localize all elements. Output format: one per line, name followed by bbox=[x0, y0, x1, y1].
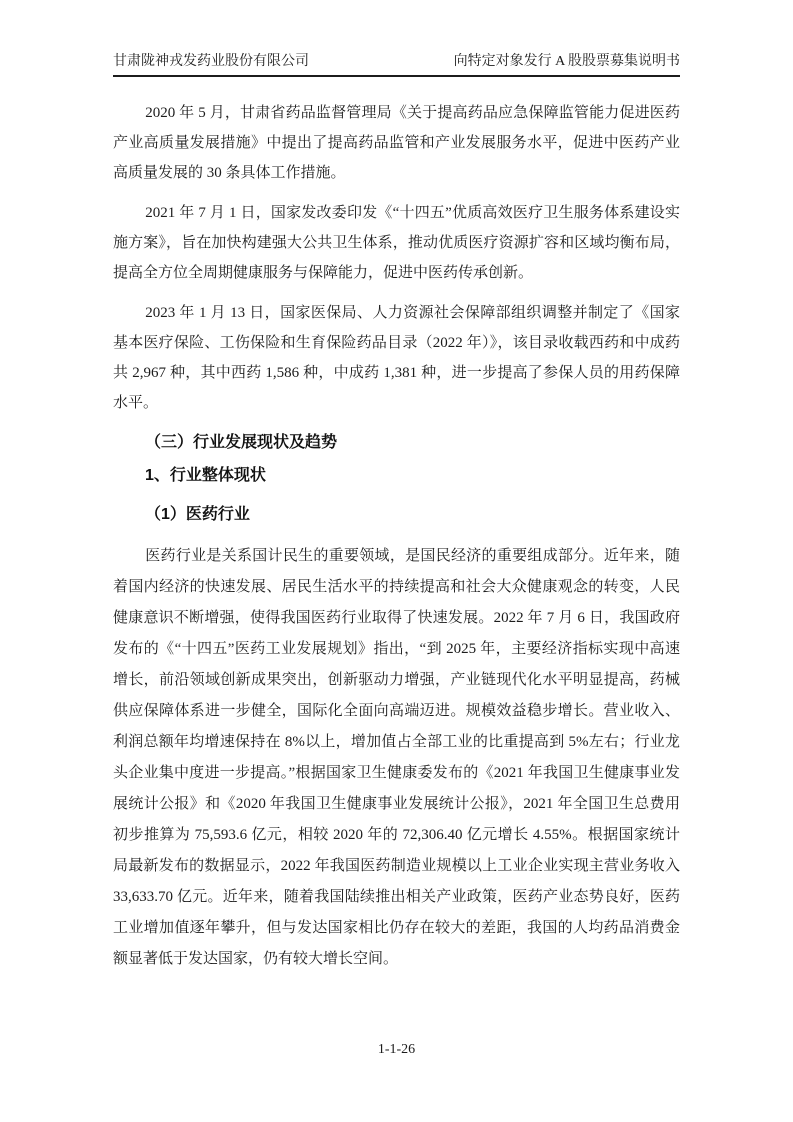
header-divider bbox=[113, 75, 680, 77]
header-company-name: 甘肃陇神戎发药业股份有限公司 bbox=[113, 54, 309, 69]
document-content bbox=[113, 98, 680, 975]
heading-pharmaceutical-industry: （1）医药行业 bbox=[145, 506, 250, 523]
page-number: 1-1-26 bbox=[377, 1042, 416, 1057]
page-header bbox=[113, 53, 680, 71]
paragraph-policy-2021: 2021 年 7 月 1 日，国家发改委印发《“十四五”优质高效医疗卫生服务体系建设实施方案》，旨在加快构建强大公共卫生体系，推动优质医疗资源扩容和区域均衡布局，提高全方位全周期健康服务与保障能力，促进中医药传承创新。 bbox=[113, 205, 680, 281]
heading-industry-status-and-trends: （三）行业发展现状及趋势 bbox=[145, 434, 338, 451]
paragraph-pharma-industry-analysis: 医药行业是关系国计民生的重要领域，是国民经济的重要组成部分。近年来，随着国内经济的快速发展、居民生活水平的持续提高和社会大众健康观念的转变，人民健康意识不断增强，使得我国医药行业取得了快速发展。2022 年 7 月 6 日，我国政府发布的《“十四五”医药工业发展规划》指出，“到 2025 年，主要经济指标实现中高速增长，前沿领域创新成果突出，创新驱动力增强，产业链现代化水平明显提高，药械供应保障体系进一步健全，国际化全面向高端迈进。规模效益稳步增长。营业收入、利润总额年均增速保持在 8%以上，增加值占全部工业的比重提高到 5%左右；行业龙头企业集中度进一步提高。”根据国家卫生健康委发布的《2021 年我国卫生健康事业发展统计公报》和《2020 年我国卫生健康事业发展统计公报》，2021 年全国卫生总费用初步推算为 75,593.6 亿元，相较 2020 年的 72,306.40 亿元增长 4.55%。根据国家统计局最新发布的数据显示，2022 年我国医药制造业规模以上工业企业实现主营业务收入 33,633.70 亿元。近年来，随着我国陆续推出相关产业政策，医药产业态势良好，医药工业增加值逐年攀升，但与发达国家相比仍存在较大的差距，我国的人均药品消费金额显著低于发达国家，仍有较大增长空间。 bbox=[113, 548, 680, 967]
paragraph-policy-2020: 2020 年 5 月，甘肃省药品监督管理局《关于提高药品应急保障监管能力促进医药产业高质量发展措施》中提出了提高药品监管和产业发展服务水平，促进中医药产业高质量发展的 30 条具体工作措施。 bbox=[113, 105, 680, 181]
heading-industry-overview: 1、行业整体现状 bbox=[145, 467, 266, 484]
page-footer bbox=[0, 1041, 793, 1059]
paragraph-policy-2023: 2023 年 1 月 13 日，国家医保局、人力资源社会保障部组织调整并制定了《国家基本医疗保险、工伤保险和生育保险药品目录（2022 年）》，该目录收载西药和中成药共 2,967 种，其中西药 1,586 种，中成药 1,381 种，进一步提高了参保人员的用药保障水平。 bbox=[113, 305, 680, 411]
header-document-title: 向特定对象发行 A 股股票募集说明书 bbox=[453, 54, 680, 69]
